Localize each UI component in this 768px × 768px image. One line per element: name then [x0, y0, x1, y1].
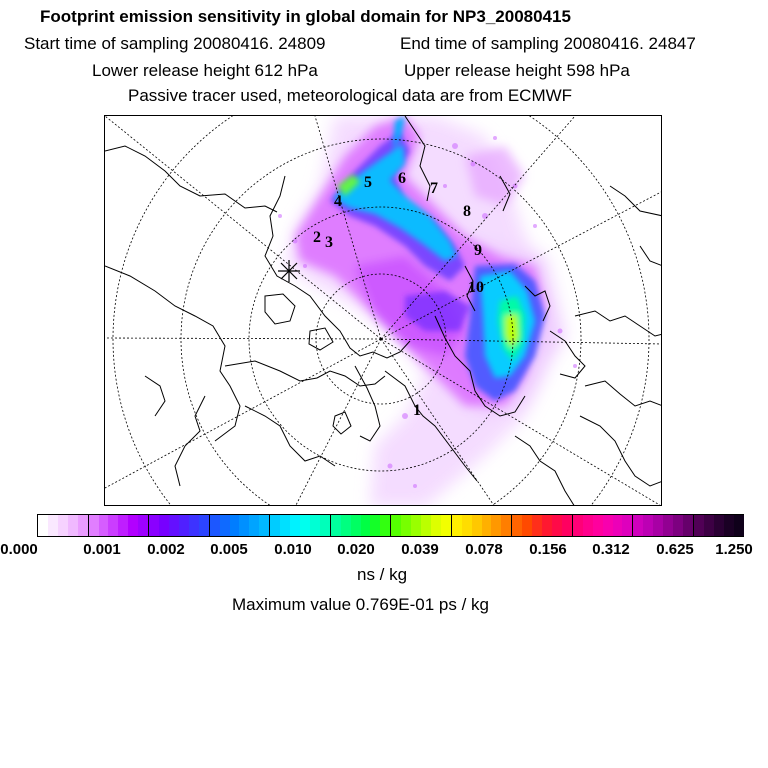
colorbar-swatch	[179, 515, 189, 536]
colorbar-tick: 0.020	[337, 541, 375, 558]
max-value-label: Maximum value 0.769E-01 ps / kg	[232, 595, 490, 614]
colorbar-swatch	[280, 515, 290, 536]
colorbar-swatch	[603, 515, 613, 536]
colorbar-swatch	[542, 515, 552, 536]
footprint-field	[278, 116, 577, 506]
colorbar-swatch	[330, 515, 341, 536]
colorbar-swatch	[351, 515, 361, 536]
colorbar-tick: 0.312	[592, 541, 630, 558]
colorbar-swatch	[693, 515, 704, 536]
colorbar-swatch	[220, 515, 230, 536]
colorbar-swatch	[249, 515, 259, 536]
trajectory-label: 3	[325, 234, 333, 251]
colorbar-swatch	[300, 515, 310, 536]
trajectory-label: 4	[334, 193, 342, 210]
colorbar-swatch	[411, 515, 421, 536]
colorbar-swatch	[68, 515, 78, 536]
colorbar-tick: 0.002	[147, 541, 185, 558]
colorbar-swatch	[451, 515, 462, 536]
colorbar-swatch	[58, 515, 68, 536]
colorbar-unit-label: ns / kg	[357, 565, 408, 584]
colorbar-swatch	[390, 515, 401, 536]
upper-release-label: Upper release height 598 hPa	[404, 61, 630, 80]
colorbar-tick: 0.010	[274, 541, 312, 558]
colorbar-swatch	[572, 515, 583, 536]
colorbar-swatch	[99, 515, 109, 536]
colorbar-swatch	[583, 515, 593, 536]
trajectory-label: 1	[413, 402, 421, 419]
colorbar-swatch	[552, 515, 562, 536]
trajectory-label: 9	[474, 242, 482, 259]
colorbar-swatch	[491, 515, 501, 536]
tracer-note-label: Passive tracer used, meteorological data are from ECMWF	[128, 86, 573, 105]
colorbar-swatch	[421, 515, 431, 536]
colorbar-swatch	[159, 515, 169, 536]
colorbar-swatch	[482, 515, 492, 536]
colorbar-swatch	[290, 515, 300, 536]
colorbar-tick: 0.156	[529, 541, 567, 558]
colorbar-swatch	[683, 515, 693, 536]
end-time-label: End time of sampling 20080416. 24847	[400, 34, 696, 53]
colorbar-swatch	[431, 515, 441, 536]
trajectory-label: 2	[313, 229, 321, 246]
colorbar-swatch	[593, 515, 603, 536]
trajectory-label: 7	[430, 180, 438, 197]
colorbar-swatch	[48, 515, 58, 536]
colorbar-swatch	[361, 515, 371, 536]
colorbar	[37, 514, 744, 537]
colorbar-tick: 0.000	[0, 541, 38, 558]
colorbar-swatch	[613, 515, 623, 536]
colorbar-swatch	[380, 515, 390, 536]
colorbar-swatch	[441, 515, 451, 536]
colorbar-swatch	[189, 515, 199, 536]
colorbar-swatch	[108, 515, 118, 536]
figure-title: Footprint emission sensitivity in global domain for NP3_20080415	[40, 7, 571, 26]
colorbar-swatch	[472, 515, 482, 536]
colorbar-swatch	[401, 515, 411, 536]
colorbar-swatch	[511, 515, 522, 536]
colorbar-swatch	[714, 515, 724, 536]
colorbar-swatch	[118, 515, 128, 536]
colorbar-swatch	[653, 515, 663, 536]
trajectory-label: 6	[398, 170, 406, 187]
lower-release-label: Lower release height 612 hPa	[92, 61, 318, 80]
colorbar-swatch	[38, 515, 48, 536]
colorbar-tick: 0.625	[656, 541, 694, 558]
colorbar-swatch	[239, 515, 249, 536]
colorbar-swatch	[259, 515, 269, 536]
colorbar-swatch	[704, 515, 714, 536]
colorbar-tick: 0.001	[83, 541, 121, 558]
colorbar-swatch	[310, 515, 320, 536]
colorbar-swatch	[734, 515, 744, 536]
colorbar-swatch	[643, 515, 653, 536]
colorbar-swatch	[88, 515, 99, 536]
receptor-star-marker	[278, 260, 300, 282]
colorbar-tick: 1.250	[715, 541, 753, 558]
colorbar-tick: 0.005	[210, 541, 248, 558]
colorbar-tick-labels	[0, 541, 768, 561]
colorbar-swatch	[209, 515, 220, 536]
colorbar-swatch	[522, 515, 532, 536]
colorbar-swatch	[148, 515, 159, 536]
footprint-map	[104, 115, 662, 506]
colorbar-swatch	[632, 515, 643, 536]
colorbar-swatch	[320, 515, 330, 536]
colorbar-swatch	[199, 515, 209, 536]
colorbar-tick: 0.078	[465, 541, 503, 558]
trajectory-label: 10	[468, 279, 484, 296]
colorbar-swatch	[230, 515, 240, 536]
colorbar-swatch	[724, 515, 734, 536]
start-time-label: Start time of sampling 20080416. 24809	[24, 34, 326, 53]
map-canvas	[105, 116, 662, 506]
colorbar-swatch	[663, 515, 673, 536]
colorbar-swatch	[501, 515, 511, 536]
trajectory-label: 8	[463, 203, 471, 220]
trajectory-label: 5	[364, 174, 372, 191]
colorbar-swatch	[169, 515, 179, 536]
colorbar-swatch	[462, 515, 472, 536]
colorbar-swatch	[269, 515, 280, 536]
colorbar-swatch	[673, 515, 683, 536]
colorbar-swatch	[622, 515, 632, 536]
colorbar-swatch	[562, 515, 572, 536]
colorbar-swatch	[78, 515, 88, 536]
colorbar-tick: 0.039	[401, 541, 439, 558]
colorbar-swatch	[341, 515, 351, 536]
colorbar-swatch	[532, 515, 542, 536]
colorbar-swatch	[138, 515, 148, 536]
colorbar-swatch	[370, 515, 380, 536]
colorbar-swatch	[128, 515, 138, 536]
